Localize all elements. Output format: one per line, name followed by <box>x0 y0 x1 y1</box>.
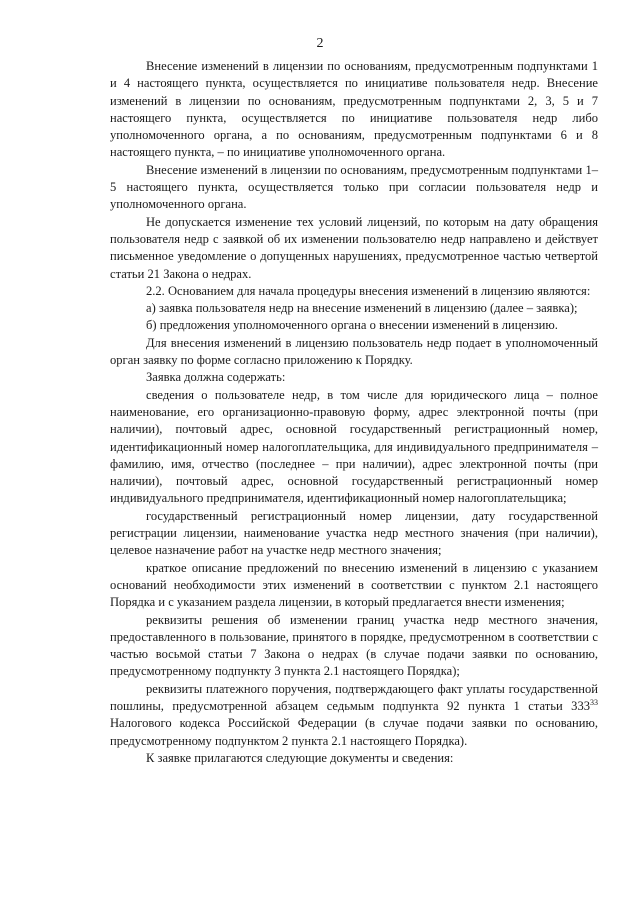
paragraph-user-info: сведения о пользователе недр, в том числе для юридического лица – полное наименование, его организационно-правовую форму, адрес электронной почты (при наличии), почтовый адрес, основной государственный регистрационный номер, идентификационный номер налогоплательщика, для индивидуального предпринимателя – фамилию, имя, отчество (последнее – при наличии), адрес электронной почты (при наличии), почтовый адрес, основной государственный регистрационный номер индивидуального предпринимателя, идентификационный номер налогоплательщика; <box>110 387 598 506</box>
paragraph-item-b: б) предложения уполномоченного органа о внесении изменений в лицензию. <box>146 318 558 333</box>
paragraph-section-2-2: 2.2. Основанием для начала процедуры внесения изменений в лицензию являются: <box>146 283 591 298</box>
paragraph-initiative: Внесение изменений в лицензии по основаниям, предусмотренным подпунктами 1 и 4 настоящего пункта, осуществляется по инициативе пользователя недр. Внесение изменений в лицензии по основаниям, предусмотренным подпунктами 2, 3, 5 и 7 настоящего пункта, осуществляется по инициативе пользователя недр либо уполномоченного органа, а по основаниям, предусмотренным подпунктами 6 и 8 настоящего пункта, – по инициативе уполномоченного органа. <box>110 59 598 160</box>
paragraph-prohibition: Не допускается изменение тех условий лицензий, по которым на дату обращения пользователя недр с заявкой об их изменении пользователю недр направлено и действует письменное уведомление о допущенных нарушениях, предусмотренное частью четвертой статьи 21 Закона о недрах. <box>110 214 598 281</box>
paragraph-payment-details <box>110 681 598 750</box>
paragraph-submission: Для внесения изменений в лицензию пользователь недр подает в уполномоченный орган заявку по форме согласно приложению к Порядку. <box>110 335 598 368</box>
paragraph-item-a: а) заявка пользователя недр на внесение изменений в лицензию (далее – заявка); <box>146 301 578 316</box>
paragraph-boundary-decision: реквизиты решения об изменении границ участка недр местного значения, предоставленного в пользование, принятого в порядке, предусмотренном в соответствии с частью восьмой статьи 7 Закона о недрах (в случае подачи заявки по основанию, предусмотренному подпункту 3 пункта 2.1 настоящего Порядка); <box>110 612 598 679</box>
payment-text-before: реквизиты платежного поручения, подтверждающего факт уплаты государственной пошлины, предусмотренной абзацем седьмым подпункта 92 пункта 1 статьи 333 <box>110 681 598 713</box>
paragraph-proposal-description: краткое описание предложений по внесению изменений в лицензию с указанием оснований необходимости этих изменений в соответствии с пунктом 2.1 настоящего Порядка и с указанием раздела лицензии, в который предлагается внести изменения; <box>110 560 598 610</box>
paragraph-consent: Внесение изменений в лицензии по основаниям, предусмотренным подпунктами 1–5 настоящего пункта, осуществляется только при согласии пользователя недр и уполномоченного органа. <box>110 162 598 212</box>
payment-text-after: Налогового кодекса Российской Федерации (в случае подачи заявки по основанию, предусмотренному подпунктом 2 пункта 2.1 настоящего Порядка). <box>110 716 598 748</box>
paragraph-application-contents: Заявка должна содержать: <box>146 370 286 385</box>
page-number: 2 <box>316 36 324 51</box>
document-body <box>110 58 598 767</box>
paragraph-license-info: государственный регистрационный номер лицензии, дату государственной регистрации лицензии, наименование участка недр местного значения (при наличии), целевое назначение работ на участке недр местного значения; <box>110 508 598 558</box>
paragraph-attachments: К заявке прилагаются следующие документы и сведения: <box>146 750 454 765</box>
payment-article-superscript: 33 <box>590 697 598 707</box>
